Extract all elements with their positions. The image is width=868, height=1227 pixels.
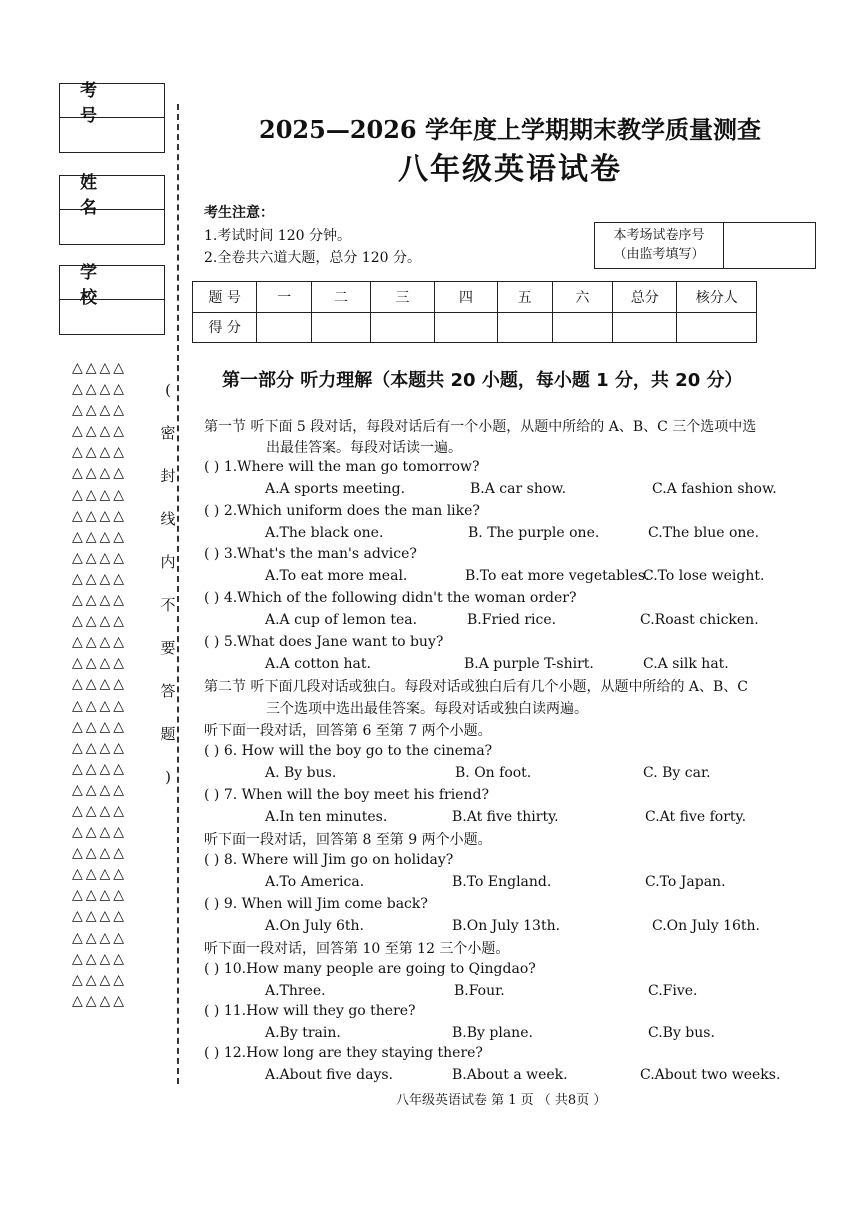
section2-line2: 三个选项中选出最佳答案。每段对话或独白读两遍。	[266, 701, 588, 717]
triangle-row: △△△△	[72, 929, 128, 946]
option-b: B.Four.	[454, 983, 505, 999]
triangle-row: △△△△	[72, 718, 128, 735]
triangle-row: △△△△	[72, 866, 128, 883]
option-c: C.By bus.	[648, 1025, 715, 1041]
triangle-row: △△△△	[72, 402, 128, 419]
question-stem: ( ) 12.How long are they staying there?	[204, 1045, 483, 1061]
triangle-row: △△△△	[72, 507, 128, 524]
notice-item-1: 1.考试时间 120 分钟。	[204, 228, 351, 244]
option-a: A.The black one.	[265, 525, 384, 541]
score-cell[interactable]	[613, 312, 677, 343]
option-a: A.A cotton hat.	[265, 656, 371, 672]
option-c: C.Roast chicken.	[640, 612, 759, 628]
triangle-row: △△△△	[72, 908, 128, 925]
triangle-row: △△△△	[72, 824, 128, 841]
question-stem: ( ) 5.What does Jane want to buy?	[204, 634, 444, 650]
option-a: A.A cup of lemon tea.	[265, 612, 418, 628]
score-cell[interactable]	[257, 312, 312, 343]
score-cell[interactable]	[677, 312, 757, 343]
score-row-label: 得 分	[193, 312, 257, 343]
option-b: B.Fried rice.	[467, 612, 557, 628]
option-b: B.To eat more vegetables.	[465, 568, 650, 584]
seal-char: )	[165, 768, 171, 786]
triangle-row: △△△△	[72, 381, 128, 398]
score-header-cell: 四	[435, 282, 497, 313]
score-header-cell: 一	[257, 282, 312, 313]
triangle-row: △△△△	[72, 592, 128, 609]
triangle-row: △△△△	[72, 676, 128, 693]
seal-line-notice	[160, 382, 176, 812]
option-c: C.At five forty.	[645, 809, 747, 825]
notice-heading: 考生注意：	[204, 205, 274, 221]
triangle-row: △△△△	[72, 697, 128, 714]
option-a: A.About five days.	[265, 1067, 393, 1083]
option-b: B.About a week.	[452, 1067, 568, 1083]
option-a: A.On July 6th.	[265, 918, 364, 934]
instruction-10-12: 听下面一段对话，回答第 10 至第 12 三个小题。	[204, 941, 510, 957]
school-box	[59, 262, 165, 335]
exam-title: 2025—2026 学年度上学期期末教学质量测查	[259, 115, 761, 144]
seal-char: 封	[160, 467, 176, 485]
seat-number-field[interactable]	[724, 223, 815, 268]
option-a: A.A sports meeting.	[265, 481, 406, 497]
exam-subtitle: 八年级英语试卷	[398, 152, 622, 187]
score-cell[interactable]	[370, 312, 434, 343]
score-cell[interactable]	[497, 312, 552, 343]
score-cell[interactable]	[552, 312, 613, 343]
seal-char: 线	[160, 510, 176, 528]
option-c: C.To lose weight.	[643, 568, 765, 584]
option-b: B.To England.	[452, 874, 552, 890]
triangle-row: △△△△	[72, 486, 128, 503]
option-b: B.By plane.	[452, 1025, 533, 1041]
option-c: C.To Japan.	[645, 874, 726, 890]
exam-number-box	[59, 80, 165, 153]
option-a: A. By bus.	[265, 765, 337, 781]
triangle-row: △△△△	[72, 781, 128, 798]
score-header-cell: 二	[312, 282, 371, 313]
question-stem: ( ) 10.How many people are going to Qingdao?	[204, 961, 536, 977]
question-stem: ( ) 2.Which uniform does the man like?	[204, 503, 480, 519]
option-c: C.A silk hat.	[643, 656, 729, 672]
seat-label-line1: 本考场试卷序号	[613, 228, 705, 243]
question-stem: ( ) 4.Which of the following didn't the woman order?	[204, 590, 577, 606]
option-c: C.On July 16th.	[652, 918, 760, 934]
seal-char: 题	[160, 725, 176, 743]
option-b: B. The purple one.	[468, 525, 600, 541]
question-stem: ( ) 6. How will the boy go to the cinema?	[204, 743, 493, 759]
seal-char: 内	[160, 553, 176, 571]
option-b: B.A purple T-shirt.	[464, 656, 594, 672]
option-c: C.A fashion show.	[652, 481, 777, 497]
instruction-6-7: 听下面一段对话，回答第 6 至第 7 两个小题。	[204, 723, 492, 739]
option-a: A.In ten minutes.	[265, 809, 388, 825]
seal-char: 要	[160, 639, 176, 657]
option-c: C.About two weeks.	[640, 1067, 781, 1083]
triangle-row: △△△△	[72, 423, 128, 440]
option-c: C.The blue one.	[648, 525, 760, 541]
triangle-row: △△△△	[72, 570, 128, 587]
option-c: C.Five.	[648, 983, 698, 999]
option-b: B.On July 13th.	[452, 918, 561, 934]
triangle-row: △△△△	[72, 360, 128, 376]
score-table	[192, 281, 757, 343]
score-header-cell: 题 号	[193, 282, 257, 313]
score-header-cell: 核分人	[677, 282, 757, 313]
triangle-column	[72, 358, 152, 1012]
option-a: A.To eat more meal.	[265, 568, 408, 584]
seat-number-box	[594, 222, 816, 269]
option-c: C. By car.	[643, 765, 711, 781]
name-label: 姓 名	[60, 176, 164, 210]
triangle-row: △△△△	[72, 802, 128, 819]
triangle-row: △△△△	[72, 950, 128, 967]
option-b: B. On foot.	[455, 765, 532, 781]
section2-line1: 第二节 听下面几段对话或独白。每段对话或独白后有几个小题，从题中所给的 A、B、C	[204, 679, 749, 695]
name-box	[59, 172, 165, 245]
triangle-row: △△△△	[72, 528, 128, 545]
score-cell[interactable]	[435, 312, 497, 343]
triangle-row: △△△△	[72, 760, 128, 777]
score-header-cell: 总分	[613, 282, 677, 313]
triangle-row: △△△△	[72, 887, 128, 904]
option-a: A.By train.	[265, 1025, 341, 1041]
seal-char: 不	[160, 596, 176, 614]
triangle-row: △△△△	[72, 992, 128, 1009]
binding-dashed-line	[177, 104, 179, 1084]
score-header-cell: 六	[552, 282, 613, 313]
part1-title: 第一部分 听力理解（本题共 20 小题，每小题 1 分，共 20 分）	[222, 370, 743, 391]
triangle-row: △△△△	[72, 444, 128, 461]
seal-char: (	[165, 381, 171, 399]
question-stem: ( ) 7. When will the boy meet his friend?	[204, 787, 489, 803]
triangle-row: △△△△	[72, 971, 128, 988]
school-label: 学 校	[60, 266, 164, 300]
score-cell[interactable]	[312, 312, 371, 343]
triangle-row: △△△△	[72, 465, 128, 482]
question-stem: ( ) 9. When will Jim come back?	[204, 896, 428, 912]
triangle-row: △△△△	[72, 634, 128, 651]
question-stem: ( ) 3.What's the man's advice?	[204, 546, 417, 562]
triangle-row: △△△△	[72, 739, 128, 756]
seal-char: 答	[160, 682, 176, 700]
score-table-header	[193, 282, 757, 313]
option-b: B.A car show.	[470, 481, 567, 497]
seat-number-label	[595, 223, 724, 268]
score-table-row	[193, 312, 757, 343]
question-stem: ( ) 1.Where will the man go tomorrow?	[204, 459, 480, 475]
triangle-row: △△△△	[72, 845, 128, 862]
section1-line2: 出最佳答案。每段对话读一遍。	[266, 440, 462, 456]
option-b: B.At five thirty.	[452, 809, 559, 825]
page-footer: 八年级英语试卷 第 1 页 （ 共8页 ）	[396, 1093, 607, 1108]
instruction-8-9: 听下面一段对话，回答第 8 至第 9 两个小题。	[204, 832, 492, 848]
score-header-cell: 五	[497, 282, 552, 313]
question-stem: ( ) 11.How will they go there?	[204, 1003, 416, 1019]
triangle-row: △△△△	[72, 655, 128, 672]
question-stem: ( ) 8. Where will Jim go on holiday?	[204, 852, 454, 868]
score-header-cell: 三	[370, 282, 434, 313]
exam-number-label: 考 号	[60, 84, 164, 118]
seal-char: 密	[160, 424, 176, 442]
seat-label-line2: （由监考填写）	[613, 247, 705, 262]
notice-item-2: 2.全卷共六道大题，总分 120 分。	[204, 250, 421, 266]
triangle-row: △△△△	[72, 613, 128, 630]
option-a: A.To America.	[265, 874, 365, 890]
option-a: A.Three.	[265, 983, 326, 999]
triangle-row: △△△△	[72, 549, 128, 566]
section1-line1: 第一节 听下面 5 段对话，每段对话后有一个小题，从题中所给的 A、B、C 三个选项中选	[204, 419, 757, 435]
